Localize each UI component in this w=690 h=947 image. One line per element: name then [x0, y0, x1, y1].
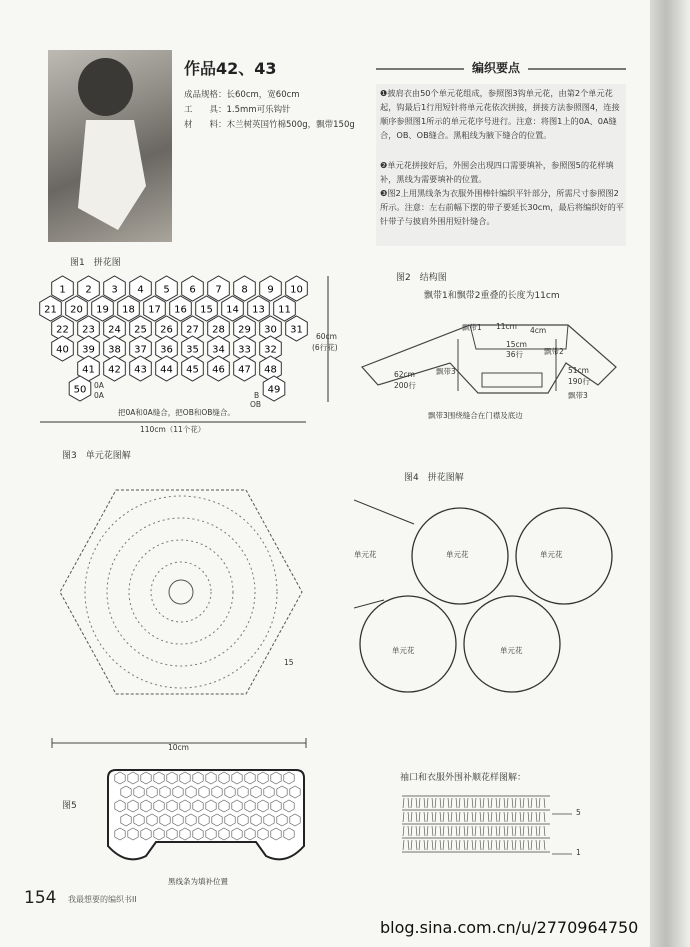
- stitch-mark: [456, 812, 457, 822]
- fig2-label: 图2 结构图: [396, 273, 447, 283]
- fig5-label: 图5: [62, 801, 77, 811]
- stitch-mark: [464, 812, 465, 822]
- stitch-mark: [427, 826, 428, 836]
- fig2-tag-11cm: 11cm: [496, 322, 517, 331]
- stitch-mark: [507, 798, 508, 808]
- stitch-mark: [432, 812, 433, 822]
- stitch-mark: [416, 840, 417, 850]
- stitch-mark: [504, 840, 505, 850]
- stitch-mark: [483, 826, 484, 836]
- stitch-mark: [528, 798, 529, 808]
- stitch-mark: [456, 826, 457, 836]
- stitch-mark: [435, 812, 436, 822]
- stitch-mark: [491, 840, 492, 850]
- sleeve-label: 袖口和衣服外围补顺花样图解：: [400, 773, 527, 783]
- stitch-mark: [544, 798, 545, 808]
- fig4-flower-4: 单元花: [392, 646, 415, 655]
- stitch-mark: [520, 840, 521, 850]
- sleeve-row-bottom: 1: [576, 848, 581, 857]
- hex-label-15: 15: [200, 304, 213, 316]
- stitch-mark: [475, 826, 476, 836]
- stitch-mark: [523, 798, 524, 808]
- stitch-mark: [523, 812, 524, 822]
- hex-label-28: 28: [212, 324, 225, 336]
- stitch-mark: [411, 840, 412, 850]
- stitch-mark: [515, 812, 516, 822]
- fig3-label: 图3 单元花图解: [62, 451, 131, 461]
- mark-0a-2: 0A: [94, 391, 104, 400]
- stitch-mark: [544, 812, 545, 822]
- stitch-mark: [411, 798, 412, 808]
- stitch-mark: [427, 812, 428, 822]
- fig3-width: 10cm: [168, 743, 189, 752]
- fig2-tag-200rows: 200行: [394, 381, 416, 390]
- hex-label-34: 34: [212, 344, 225, 356]
- hex-label-39: 39: [82, 344, 95, 356]
- hex-label-17: 17: [148, 304, 161, 316]
- stitch-mark: [419, 826, 420, 836]
- page-edge: [650, 0, 690, 947]
- mark-b: B: [254, 391, 260, 400]
- fig4-flower-3: 单元花: [540, 550, 563, 559]
- book-title: 我最想要的编织书II: [68, 895, 137, 904]
- watermark-url: blog.sina.com.cn/u/2770964750: [380, 918, 639, 937]
- stitch-mark: [536, 812, 537, 822]
- stitch-mark: [467, 840, 468, 850]
- hex-label-5: 5: [163, 284, 170, 296]
- stitch-mark: [483, 798, 484, 808]
- hex-label-8: 8: [241, 284, 248, 296]
- fig2-seam-note: 飘带3围绕缝合在门襟及底边: [428, 411, 523, 420]
- stitch-mark: [419, 798, 420, 808]
- stitch-mark: [432, 840, 433, 850]
- stitch-mark: [515, 826, 516, 836]
- stitch-mark: [499, 812, 500, 822]
- hex-label-4: 4: [137, 284, 144, 296]
- stitch-mark: [491, 798, 492, 808]
- mark-0a-1: 0A: [94, 381, 104, 390]
- stitch-mark: [408, 812, 409, 822]
- stitch-mark: [459, 840, 460, 850]
- fig4-flower-5: 单元花: [500, 646, 523, 655]
- page-title: 作品42、43: [184, 59, 277, 78]
- stitch-mark: [496, 826, 497, 836]
- stitch-mark: [539, 840, 540, 850]
- stitch-mark: [496, 840, 497, 850]
- stitch-mark: [432, 826, 433, 836]
- fig1-width: 110cm（11个花）: [140, 425, 206, 434]
- stitch-mark: [504, 798, 505, 808]
- hex-label-30: 30: [264, 324, 277, 336]
- hex-label-40: 40: [56, 344, 69, 356]
- hex-label-22: 22: [56, 324, 69, 336]
- stitch-mark: [480, 826, 481, 836]
- hex-label-27: 27: [186, 324, 199, 336]
- hex-label-6: 6: [189, 284, 196, 296]
- stitch-mark: [496, 812, 497, 822]
- hex-label-23: 23: [82, 324, 95, 336]
- stitch-mark: [435, 840, 436, 850]
- sleeve-diagram: [400, 790, 590, 862]
- fig3-diagram: [56, 472, 306, 712]
- stitch-mark: [459, 798, 460, 808]
- hex-label-9: 9: [267, 284, 274, 296]
- stitch-mark: [499, 826, 500, 836]
- hex-label-45: 45: [186, 364, 199, 376]
- sleeve-row-top: 5: [576, 808, 581, 817]
- stitch-mark: [408, 840, 409, 850]
- stitch-mark: [499, 798, 500, 808]
- stitch-mark: [443, 826, 444, 836]
- stitch-mark: [512, 826, 513, 836]
- hex-label-31: 31: [290, 324, 303, 336]
- hex-label-48: 48: [264, 364, 277, 376]
- hex-label-20: 20: [70, 304, 83, 316]
- stitch-mark: [448, 798, 449, 808]
- hex-label-19: 19: [96, 304, 109, 316]
- fig2-tag-ribbon1: 飘带1: [462, 323, 482, 332]
- fig1-height: 60cm: [316, 332, 337, 341]
- stitch-mark: [432, 798, 433, 808]
- stitch-mark: [488, 812, 489, 822]
- stitch-mark: [491, 812, 492, 822]
- stitch-mark: [539, 812, 540, 822]
- stitch-mark: [528, 840, 529, 850]
- stitch-mark: [528, 826, 529, 836]
- fig5-diagram: [106, 766, 306, 874]
- stitch-mark: [531, 840, 532, 850]
- stitch-mark: [443, 840, 444, 850]
- fig4-diagram: [354, 494, 622, 704]
- fig2-tag-15cm: 15cm: [506, 340, 527, 349]
- stitch-mark: [528, 812, 529, 822]
- stitch-mark: [499, 840, 500, 850]
- stitch-mark: [480, 798, 481, 808]
- fig2-tag-ribbon3-left: 飘带3: [436, 367, 456, 376]
- stitch-mark: [480, 812, 481, 822]
- photo-hair: [78, 58, 133, 116]
- stitch-mark: [544, 840, 545, 850]
- stitch-mark: [443, 812, 444, 822]
- stitch-mark: [531, 812, 532, 822]
- spec-size: 成品规格：长60cm，宽60cm: [184, 90, 300, 100]
- stitch-mark: [504, 812, 505, 822]
- stitch-mark: [467, 826, 468, 836]
- stitch-mark: [467, 798, 468, 808]
- stitch-mark: [451, 798, 452, 808]
- fig2-tag-4cm: 4cm: [530, 326, 547, 335]
- fig2-tag-62cm: 62cm: [394, 370, 415, 379]
- stitch-mark: [536, 826, 537, 836]
- fig1-label: 图1 拼花图: [70, 258, 121, 268]
- stitch-mark: [411, 812, 412, 822]
- stitch-mark: [467, 812, 468, 822]
- stitch-mark: [488, 798, 489, 808]
- stitch-mark: [536, 798, 537, 808]
- hex-label-46: 46: [212, 364, 225, 376]
- stitch-mark: [424, 840, 425, 850]
- stitch-mark: [424, 798, 425, 808]
- fig2-tag-36rows: 36行: [506, 350, 524, 359]
- stitch-mark: [472, 840, 473, 850]
- stitch-mark: [472, 798, 473, 808]
- stitch-mark: [411, 826, 412, 836]
- stitch-mark: [531, 826, 532, 836]
- stitch-mark: [408, 826, 409, 836]
- stitch-mark: [539, 826, 540, 836]
- stitch-mark: [451, 826, 452, 836]
- hex-label-44: 44: [160, 364, 173, 376]
- stitch-mark: [440, 798, 441, 808]
- mark-ob: OB: [250, 400, 262, 409]
- stitch-mark: [475, 812, 476, 822]
- stitch-mark: [480, 840, 481, 850]
- stitch-mark: [520, 812, 521, 822]
- fig2-tag-190rows: 190行: [568, 377, 590, 386]
- fig2-diagram: [358, 305, 620, 425]
- hex-label-3: 3: [111, 284, 118, 296]
- stitch-mark: [515, 798, 516, 808]
- stitch-mark: [488, 826, 489, 836]
- fig2-tag-ribbon2: 飘带2: [544, 347, 564, 356]
- hex-label-25: 25: [134, 324, 147, 336]
- stitch-mark: [427, 798, 428, 808]
- hex-label-50: 50: [73, 384, 87, 396]
- stitch-mark: [512, 812, 513, 822]
- page-number: 154: [24, 888, 57, 908]
- hex-label-1: 1: [59, 284, 66, 296]
- stitch-mark: [443, 798, 444, 808]
- stitch-mark: [464, 798, 465, 808]
- fig4-label: 图4 拼花图解: [404, 473, 464, 483]
- hex-label-10: 10: [290, 284, 303, 296]
- stitch-mark: [459, 826, 460, 836]
- hex-label-49: 49: [267, 384, 281, 396]
- hex-label-41: 41: [82, 364, 95, 376]
- stitch-mark: [544, 826, 545, 836]
- stitch-mark: [435, 798, 436, 808]
- hex-label-37: 37: [134, 344, 147, 356]
- hex-label-35: 35: [186, 344, 199, 356]
- photo-shawl: [70, 120, 150, 230]
- hex-label-26: 26: [160, 324, 173, 336]
- stitch-mark: [483, 840, 484, 850]
- stitch-mark: [491, 826, 492, 836]
- hex-label-24: 24: [108, 324, 121, 336]
- hex-label-2: 2: [85, 284, 92, 296]
- stitch-mark: [427, 840, 428, 850]
- notes-heading: 编织要点: [464, 59, 528, 76]
- stitch-mark: [512, 798, 513, 808]
- hex-label-42: 42: [108, 364, 121, 376]
- stitch-mark: [456, 840, 457, 850]
- fig5-note: 黑线条为填补位置: [168, 877, 228, 886]
- stitch-mark: [435, 826, 436, 836]
- stitch-mark: [419, 812, 420, 822]
- fig2-tag-ribbon3-right: 飘带3: [568, 391, 588, 400]
- spec-tool: 工 具：1.5mm可乐钩针: [184, 105, 291, 115]
- stitch-mark: [448, 840, 449, 850]
- stitch-mark: [403, 840, 404, 850]
- stitch-mark: [531, 798, 532, 808]
- model-photo: [48, 50, 172, 242]
- stitch-mark: [523, 826, 524, 836]
- fig1-height-rows: (6行花): [312, 343, 338, 352]
- stitch-mark: [464, 826, 465, 836]
- notes-banner: [376, 58, 626, 80]
- stitch-mark: [520, 798, 521, 808]
- stitch-mark: [403, 798, 404, 808]
- hex-label-47: 47: [238, 364, 251, 376]
- fig3-row-mark: 15: [284, 658, 294, 667]
- stitch-mark: [512, 840, 513, 850]
- stitch-mark: [472, 812, 473, 822]
- note-2: ❷单元花拼接好后，外围会出现四口需要填补，参照图5的花样填补，黑线为需要填补的位置。: [380, 160, 614, 184]
- hex-label-29: 29: [238, 324, 251, 336]
- stitch-mark: [440, 812, 441, 822]
- stitch-mark: [496, 798, 497, 808]
- hex-label-18: 18: [122, 304, 135, 316]
- hex-label-36: 36: [160, 344, 173, 356]
- spec-material: 材 料：木兰树英国竹棉500g，飘带150g: [184, 120, 355, 130]
- stitch-mark: [507, 840, 508, 850]
- stitch-mark: [536, 840, 537, 850]
- stitch-mark: [416, 798, 417, 808]
- stitch-mark: [472, 826, 473, 836]
- hex-label-38: 38: [108, 344, 121, 356]
- hex-label-13: 13: [252, 304, 265, 316]
- note-1: ❶披肩衣由50个单元花组成，参照图3钩单元花，由第2个单元花起，钩最后1行用短针将单元花依次拼接，拼接方法参照图4，连接顺序参照图1所示的单元花序号进行。注意：将图1上的0A、0A缝合，OB、OB缝合。黑粗线为腋下缝合的位置。: [380, 88, 620, 140]
- hex-label-33: 33: [238, 344, 251, 356]
- hex-label-32: 32: [264, 344, 277, 356]
- stitch-mark: [483, 812, 484, 822]
- fig4-flower-1: 单元花: [354, 550, 377, 559]
- stitch-mark: [448, 812, 449, 822]
- stitch-mark: [523, 840, 524, 850]
- fig2-overlap-note: 飘带1和飘带2重叠的长度为11cm: [424, 291, 560, 301]
- stitch-mark: [416, 812, 417, 822]
- stitch-mark: [464, 840, 465, 850]
- stitch-mark: [424, 826, 425, 836]
- stitch-mark: [515, 840, 516, 850]
- stitch-mark: [488, 840, 489, 850]
- note-3: ❸图2上用黑线条为衣服外围棒针编织平针部分，所需尺寸参照图2所示。注意：左右前幅下摆的带子要延长30cm，最后将编织好的平针带子与披肩外围用短针缝合。: [380, 188, 624, 226]
- stitch-mark: [403, 812, 404, 822]
- stitch-mark: [419, 840, 420, 850]
- stitch-mark: [539, 798, 540, 808]
- hex-label-43: 43: [134, 364, 147, 376]
- stitch-mark: [440, 826, 441, 836]
- hex-label-7: 7: [215, 284, 222, 296]
- stitch-mark: [440, 840, 441, 850]
- stitch-mark: [403, 826, 404, 836]
- stitch-mark: [448, 826, 449, 836]
- stitch-mark: [416, 826, 417, 836]
- stitch-mark: [520, 826, 521, 836]
- fig2-tag-51cm: 51cm: [568, 366, 589, 375]
- stitch-mark: [507, 812, 508, 822]
- hex-label-14: 14: [226, 304, 239, 316]
- hex-label-21: 21: [44, 304, 57, 316]
- hex-label-16: 16: [174, 304, 187, 316]
- fig1-seam-note: 把0A和0A缝合，把OB和OB缝合。: [118, 408, 235, 417]
- stitch-mark: [475, 840, 476, 850]
- hex-label-11: 11: [278, 304, 291, 316]
- stitch-mark: [475, 798, 476, 808]
- stitch-mark: [456, 798, 457, 808]
- stitch-mark: [408, 798, 409, 808]
- fig4-flower-2: 单元花: [446, 550, 469, 559]
- stitch-mark: [451, 812, 452, 822]
- stitch-mark: [504, 826, 505, 836]
- stitch-mark: [424, 812, 425, 822]
- stitch-mark: [507, 826, 508, 836]
- stitch-mark: [459, 812, 460, 822]
- stitch-mark: [451, 840, 452, 850]
